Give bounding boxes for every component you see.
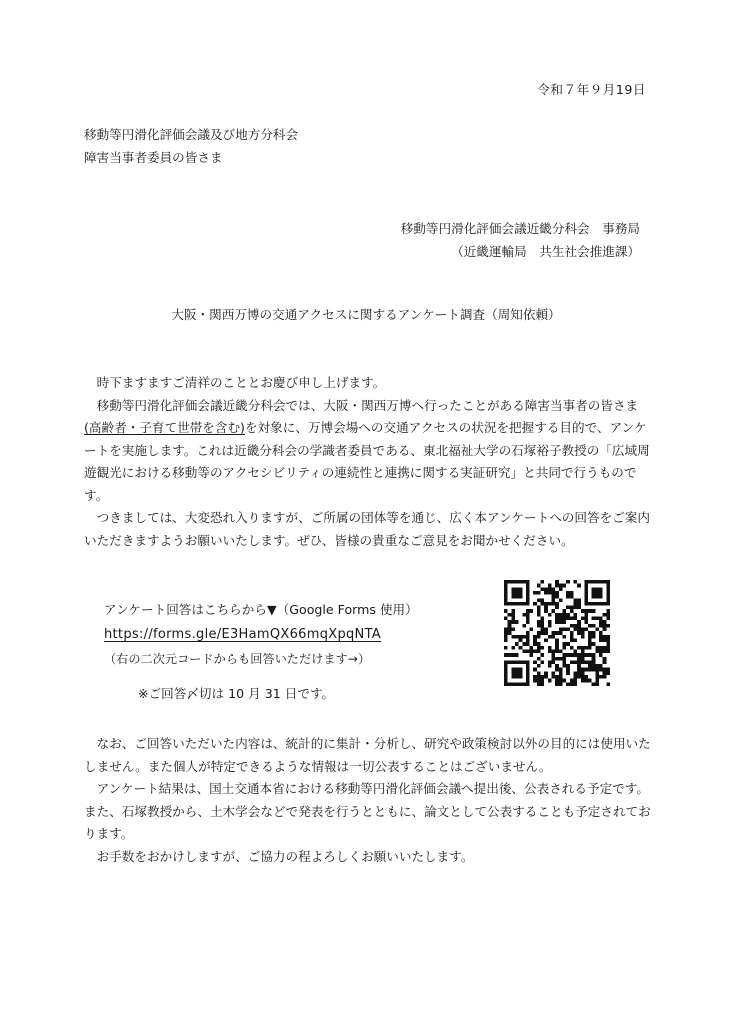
sender-line-1: 移動等円滑化評価会議近畿分科会 事務局 <box>400 221 640 236</box>
purpose-text-a: 移動等円滑化評価会議近畿分科会では、大阪・関西万博へ行ったことがある障害当事者の皆さま <box>96 397 639 413</box>
target-group-underlined: (高齢者・子育て世帯を含む) <box>84 420 245 435</box>
letter-date: 令和７年９月19日 <box>537 82 646 97</box>
privacy-paragraph: なお、ご回答いただいた内容は、統計的に集計・分析し、研究や政策検討以外の目的には使用いたしません。また個人が特定できるような情報は一切公表することはございません。 <box>84 736 651 774</box>
qr-code-icon[interactable] <box>504 580 610 686</box>
addressee-block <box>84 123 298 169</box>
purpose-paragraph <box>84 395 652 508</box>
purpose-text-b: を対象に、万博会場への交通アクセスの状況を把握する目的で、アンケートを実施します。これは近畿分科会の学識者委員である、東北福祉大学の石塚裕子教授の「広域周遊観光における移動等のアクセシビリティの連続性と連携に関する実証研究」と共同で行うものです。 <box>84 420 650 503</box>
sender-block <box>401 217 640 263</box>
qr-note: （右の二次元コードからも回答いただけます→） <box>104 652 371 666</box>
results-paragraph: アンケート結果は、国土交通本省における移動等円滑化評価会議へ提出後、公表される予定です。また、石塚教授から、土木学会などで発表を行うとともに、論文として公表することも予定されております。 <box>84 781 651 841</box>
greeting-paragraph: 時下ますますご清祥のこととお慶び申し上げます。 <box>96 375 386 390</box>
addressee-line-1: 移動等円滑化評価会議及び地方分科会 <box>84 127 299 142</box>
letter-body <box>84 372 652 552</box>
request-paragraph: つきましては、大変恐れ入りますが、ご所属の団体等を通じ、広く本アンケートへの回答をご案内いただきますようお願いいたします。ぜひ、皆様の貴重なご意見をお聞かせください。 <box>84 510 650 548</box>
letter-subject: 大阪・関西万博の交通アクセスに関するアンケート調査（周知依頼） <box>171 307 561 322</box>
closing-section <box>84 733 652 868</box>
sender-line-2: （近畿運輸局 共生社会推進課） <box>451 244 640 259</box>
survey-link[interactable]: https://forms.gle/E3HamQX66mqXpqNTA <box>104 627 381 642</box>
closing-paragraph: お手数をおかけしますが、ご協力の程よろしくお願いいたします。 <box>96 848 474 864</box>
deadline-note: ※ご回答〆切は 10 月 31 日です。 <box>138 686 335 701</box>
survey-heading: アンケート回答はこちらから▼（Google Forms 使用） <box>104 602 418 617</box>
addressee-line-2: 障害当事者委員の皆さま <box>84 150 223 165</box>
survey-block <box>104 598 418 671</box>
